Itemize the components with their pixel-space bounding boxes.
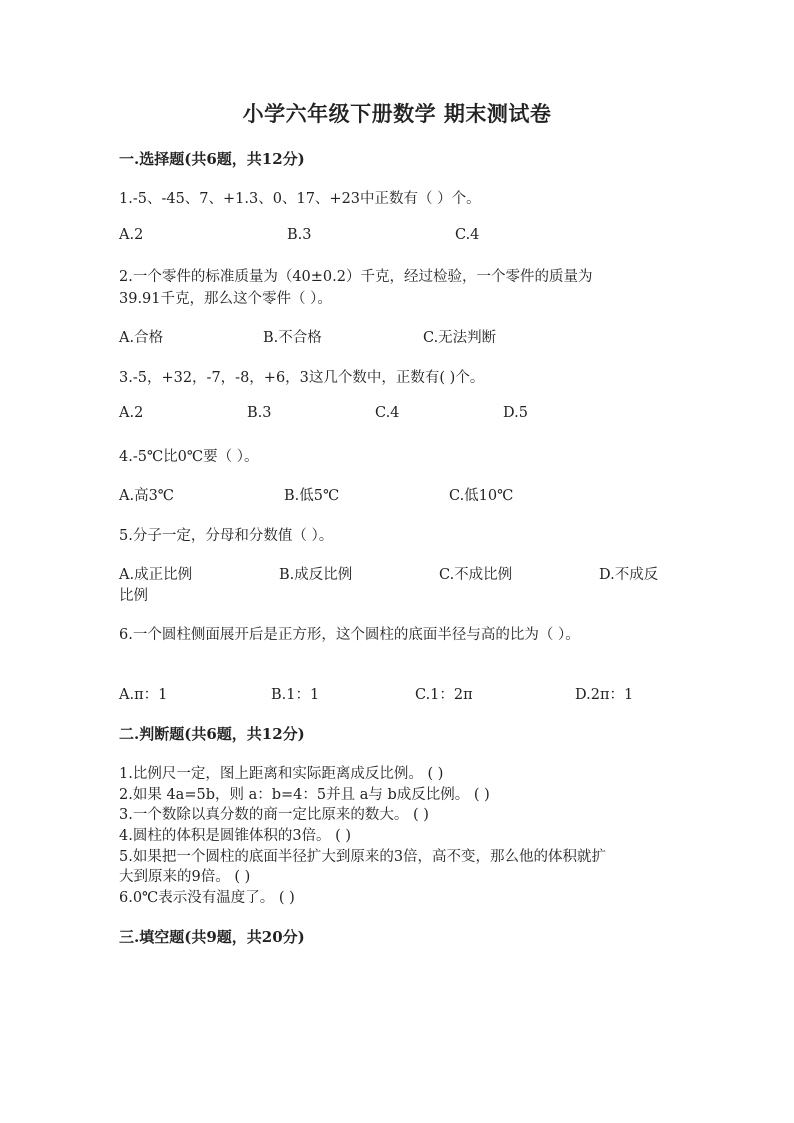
question-6-option-d: D.2π：1 — [575, 687, 634, 703]
question-1-option-a: A.2 — [119, 227, 144, 243]
judge-item-6: 6.0℃表示没有温度了。 ( ) — [119, 890, 295, 906]
page-title: 小学六年级下册数学 期末测试卷 — [242, 101, 552, 126]
section-fill-heading: 三.填空题(共9题，共20分) — [119, 928, 305, 946]
judge-item-5-line-1: 5.如果把一个圆柱的底面半径扩大到原来的3倍，高不变，那么他的体积就扩 — [119, 849, 607, 865]
judge-item-5-line-2: 大到原来的9倍。 ( ) — [119, 869, 251, 885]
question-4-text: 4.-5℃比0℃要（ ）。 — [119, 449, 259, 465]
question-3-option-d: D.5 — [503, 405, 528, 421]
question-6-option-a: A.π：1 — [119, 687, 168, 703]
question-2-option-a: A.合格 — [119, 330, 164, 346]
question-5-option-c: C.不成比例 — [439, 567, 513, 583]
section-choice-heading: 一.选择题(共6题，共12分) — [119, 150, 305, 168]
judge-item-2: 2.如果 4a=5b，则 a：b=4：5并且 a与 b成反比例。 ( ) — [119, 787, 490, 803]
question-4-option-c: C.低10℃ — [449, 488, 514, 504]
question-2-option-b: B.不合格 — [263, 330, 322, 346]
question-6-text: 6.一个圆柱侧面展开后是正方形，这个圆柱的底面半径与高的比为（ ）。 — [119, 627, 580, 643]
section-judge-heading: 二.判断题(共6题，共12分) — [119, 725, 305, 743]
question-5-option-d-wrap: 比例 — [119, 588, 148, 604]
question-6-option-c: C.1：2π — [415, 687, 473, 703]
question-4-option-b: B.低5℃ — [284, 488, 340, 504]
question-2-option-c: C.无法判断 — [423, 330, 497, 346]
question-3-option-c: C.4 — [375, 405, 400, 421]
judge-item-3: 3.一个数除以真分数的商一定比原来的数大。 ( ) — [119, 807, 429, 823]
question-1-option-b: B.3 — [287, 227, 312, 243]
question-3-option-a: A.2 — [119, 405, 144, 421]
question-2-line-2: 39.91千克，那么这个零件（ ）。 — [119, 291, 332, 307]
question-5-option-d: D.不成反 — [599, 567, 659, 583]
question-1-option-c: C.4 — [455, 227, 480, 243]
question-4-option-a: A.高3℃ — [119, 488, 175, 504]
question-1-text: 1.-5、-45、7、+1.3、0、17、+23中正数有（ ）个。 — [119, 191, 481, 207]
question-5-text: 5.分子一定，分母和分数值（ ）。 — [119, 528, 334, 544]
judge-item-1: 1.比例尺一定，图上距离和实际距离成反比例。 ( ) — [119, 766, 444, 782]
question-3-option-b: B.3 — [247, 405, 272, 421]
question-5-option-a: A.成正比例 — [119, 567, 193, 583]
question-5-option-b: B.成反比例 — [279, 567, 353, 583]
question-3-text: 3.-5，+32，-7，-8，+6，3这几个数中，正数有( )个。 — [119, 370, 485, 386]
question-6-option-b: B.1：1 — [271, 687, 320, 703]
question-2-line-1: 2.一个零件的标准质量为（40±0.2）千克，经过检验，一个零件的质量为 — [119, 269, 593, 285]
judge-item-4: 4.圆柱的体积是圆锥体积的3倍。 ( ) — [119, 828, 352, 844]
